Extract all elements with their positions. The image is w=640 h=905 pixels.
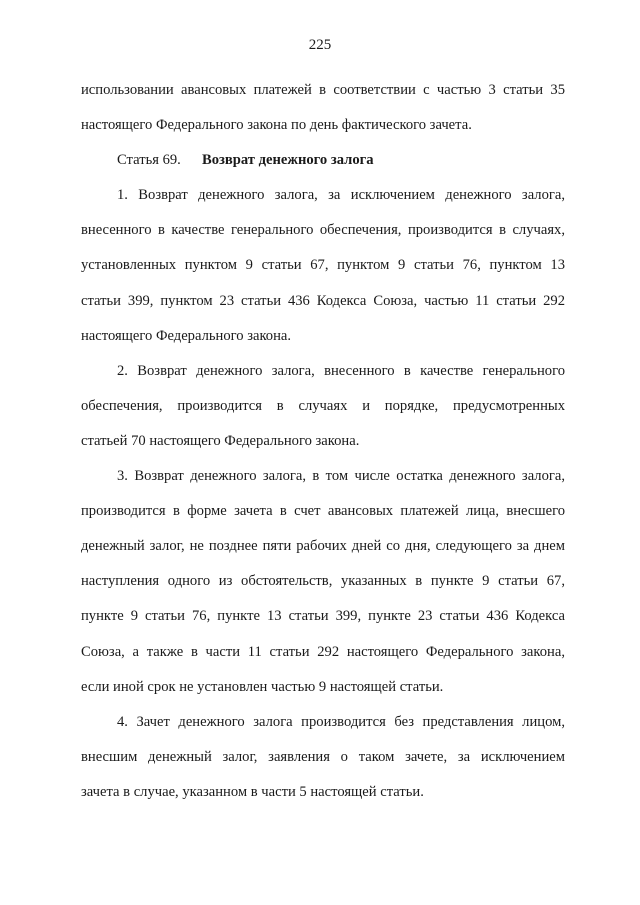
- paragraph-2: [81, 354, 565, 459]
- article-heading: [81, 143, 565, 178]
- text-line: внесенного в качестве генерального обеспечения, производится в случаях,: [81, 222, 565, 239]
- page-number: 225: [308, 37, 332, 53]
- text-line: производится в форме зачета в счет авансовых платежей лица, внесшего: [81, 503, 565, 520]
- article-title: Возврат денежного залога: [202, 152, 374, 169]
- text-line: статьей 70 настоящего Федерального закона.: [81, 432, 360, 449]
- text-line: настоящего Федерального закона по день фактического зачета.: [81, 117, 472, 134]
- text-line: Союза, а также в части 11 статьи 292 настоящего Федерального закона,: [81, 643, 565, 660]
- text-line: статьи 399, пунктом 23 статьи 436 Кодекса Союза, частью 11 статьи 292: [81, 292, 565, 309]
- text-line: 3. Возврат денежного залога, в том числе остатка денежного залога,: [117, 468, 565, 485]
- text-line: установленных пунктом 9 статьи 67, пунктом 9 статьи 76, пунктом 13: [81, 257, 565, 274]
- paragraph-4: [81, 705, 565, 810]
- text-line: внесшим денежный залог, заявления о таком зачете, за исключением: [81, 748, 565, 765]
- text-line: 2. Возврат денежного залога, внесенного в качестве генерального: [117, 362, 565, 379]
- text-line: денежный залог, не позднее пяти рабочих дней со дня, следующего за днем: [81, 538, 565, 555]
- paragraph-1: [81, 178, 565, 353]
- text-line: 4. Зачет денежного залога производится без представления лицом,: [117, 713, 565, 730]
- text-line: использовании авансовых платежей в соответствии с частью 3 статьи 35: [81, 82, 565, 98]
- article-number: Статья 69.: [117, 152, 181, 169]
- continuation-paragraph: [81, 73, 565, 143]
- text-line: если иной срок не установлен частью 9 настоящей статьи.: [81, 678, 444, 695]
- text-line: наступления одного из обстоятельств, указанных в пункте 9 статьи 67,: [81, 573, 565, 590]
- text-line: 1. Возврат денежного залога, за исключением денежного залога,: [117, 187, 565, 204]
- paragraph-3: [81, 459, 565, 705]
- text-line: настоящего Федерального закона.: [81, 327, 292, 344]
- text-line: пункте 9 статьи 76, пункте 13 статьи 399, пункте 23 статьи 436 Кодекса: [81, 608, 565, 625]
- document-body: [81, 73, 565, 810]
- text-line: обеспечения, производится в случаях и порядке, предусмотренных: [81, 397, 565, 414]
- text-line: зачета в случае, указанном в части 5 настоящей статьи.: [81, 783, 424, 800]
